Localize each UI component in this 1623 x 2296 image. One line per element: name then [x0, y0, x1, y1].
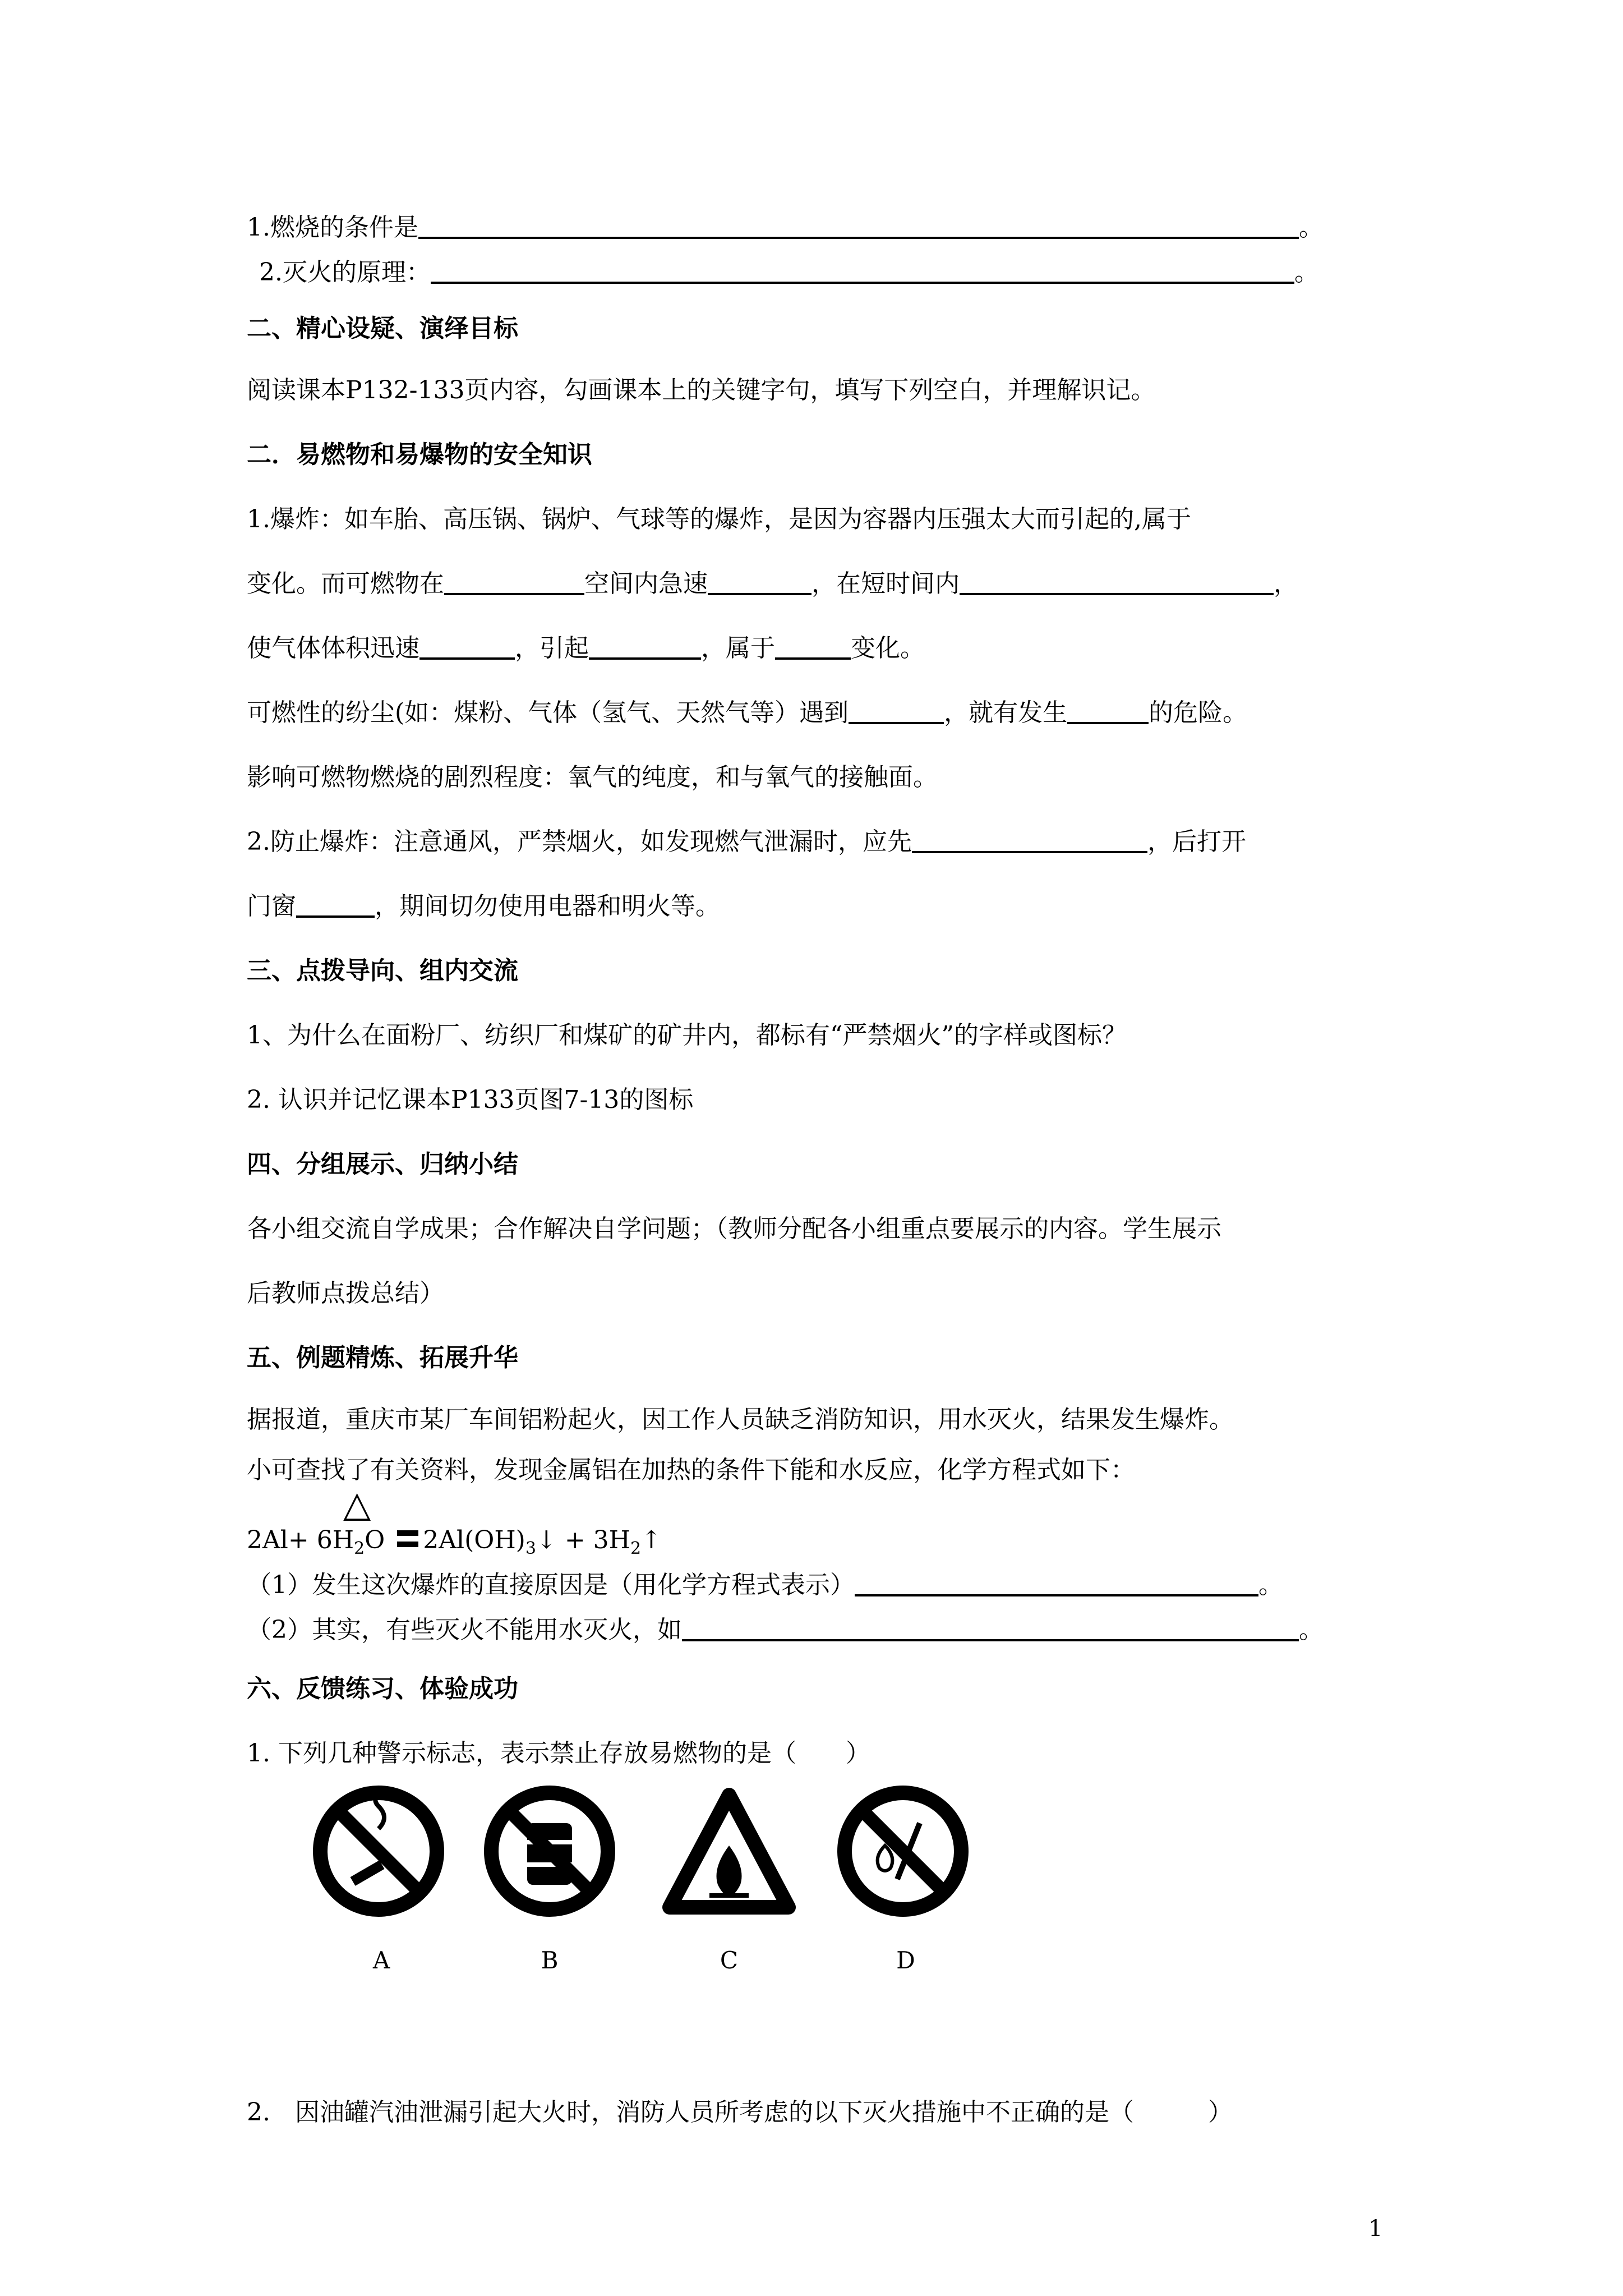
equals-sign: [395, 1528, 421, 1550]
blank-encounter[interactable]: [849, 700, 944, 724]
blank-expand[interactable]: [419, 635, 515, 660]
down-arrow-icon: ↓: [536, 1526, 557, 1554]
section6-heading: 六、反馈练习、体验成功: [247, 1674, 518, 1703]
intro-q2: 2.灭火的原理： 。: [259, 258, 1319, 287]
section5-line1: 据报道，重庆市某厂车间铝粉起火，因工作人员缺乏消防知识，用水灭火，结果发生爆炸。: [247, 1405, 1234, 1434]
blank-space[interactable]: [444, 570, 584, 595]
knowledge-p5: 门窗 ，期间切勿使用电器和明火等。: [247, 892, 720, 921]
knowledge-p3: 影响可燃物燃烧的剧烈程度：氧气的纯度，和与氧气的接触面。: [247, 763, 938, 792]
sign-label-c: C: [720, 1947, 739, 1974]
no-flammable-storage-sign-icon: [482, 1784, 617, 1918]
blank-change-type[interactable]: [775, 635, 851, 660]
blank-first-action[interactable]: [912, 829, 1147, 853]
knowledge-p1-line2: 变化。而可燃物在 空间内急速 ，在短时间内 ，: [247, 569, 1298, 598]
section6-q1: 1. 下列几种警示标志，表示禁止存放易燃物的是（ ）: [247, 1739, 870, 1768]
section4-line2: 后教师点拨总结）: [247, 1279, 444, 1308]
no-smoking-sign-icon: [311, 1784, 446, 1918]
blank-extinguish-principle[interactable]: [431, 259, 1294, 284]
knowledge-p4: 2.防止爆炸：注意通风，严禁烟火，如发现燃气泄漏时，应先 ，后打开: [247, 827, 1246, 856]
sign-label-b: B: [541, 1947, 559, 1974]
blank-explosion-equation[interactable]: [855, 1572, 1258, 1596]
section5-heading: 五、例题精炼、拓展升华: [247, 1343, 518, 1372]
heating-condition: △: [343, 1484, 371, 1525]
section5-q1: （1）发生这次爆炸的直接原因是（用化学方程式表示） 。: [247, 1571, 1283, 1599]
section4-line1: 各小组交流自学成果；合作解决自学问题；（教师分配各小组重点要展示的内容。学生展示: [247, 1214, 1221, 1243]
knowledge-p1-line3: 使气体体积迅速 ，引起 ，属于 变化。: [247, 634, 925, 662]
flammable-warning-sign-icon: [662, 1784, 796, 1918]
section5-line2: 小可查找了有关资料，发现金属铝在加热的条件下能和水反应，化学方程式如下：: [247, 1456, 1135, 1484]
sign-label-d: D: [896, 1947, 915, 1974]
blank-burn-rapidly[interactable]: [708, 570, 811, 595]
knowledge-heading: 二．易燃物和易爆物的安全知识: [247, 440, 592, 469]
sign-label-a: A: [372, 1947, 390, 1974]
section3-heading: 三、点拨导向、组内交流: [247, 956, 518, 985]
section3-q2: 2. 认识并记忆课本P133页图7-13的图标: [247, 1085, 694, 1114]
section2-heading: 二、精心设疑、演绎目标: [247, 314, 518, 343]
blank-cause[interactable]: [589, 635, 701, 660]
blank-combustion-conditions[interactable]: [418, 214, 1299, 239]
up-arrow-icon: ↑: [641, 1526, 662, 1554]
blank-short-time[interactable]: [960, 570, 1274, 595]
blank-no-water-example[interactable]: [682, 1617, 1299, 1641]
knowledge-p1-line1: 1.爆炸：如车胎、高压锅、锅炉、气球等的爆炸，是因为容器内压强太大而引起的,属于: [247, 505, 1191, 533]
section3-q1: 1、为什么在面粉厂、纺织厂和煤矿的矿井内，都标有“严禁烟火”的字样或图标？: [247, 1021, 1127, 1050]
blank-danger[interactable]: [1067, 700, 1149, 724]
section6-q2: 2. 因油罐汽油泄漏引起大火时，消防人员所考虑的以下灭火措施中不正确的是（ ）: [247, 2098, 1233, 2127]
knowledge-p2: 可燃性的纷尘(如：煤粉、气体（氢气、天然气等）遇到 ，就有发生 的危险。: [247, 698, 1248, 727]
no-open-flame-sign-icon: [836, 1784, 970, 1918]
page-number: 1: [1368, 2216, 1383, 2242]
intro-q1: 1.燃烧的条件是 。: [247, 213, 1324, 242]
section5-q2: （2）其实，有些灭火不能用水灭火，如 。: [247, 1616, 1324, 1644]
section2-instruction: 阅读课本P132-133页内容，勾画课本上的关键字句，填写下列空白，并理解识记。: [247, 376, 1156, 404]
blank-window[interactable]: [296, 893, 375, 918]
chemical-equation: $2Al+ 6H_2O$ $2Al(OH)_3↓$ + $3H_2↑$: [247, 1526, 662, 1558]
section4-heading: 四、分组展示、归纳小结: [247, 1150, 518, 1179]
